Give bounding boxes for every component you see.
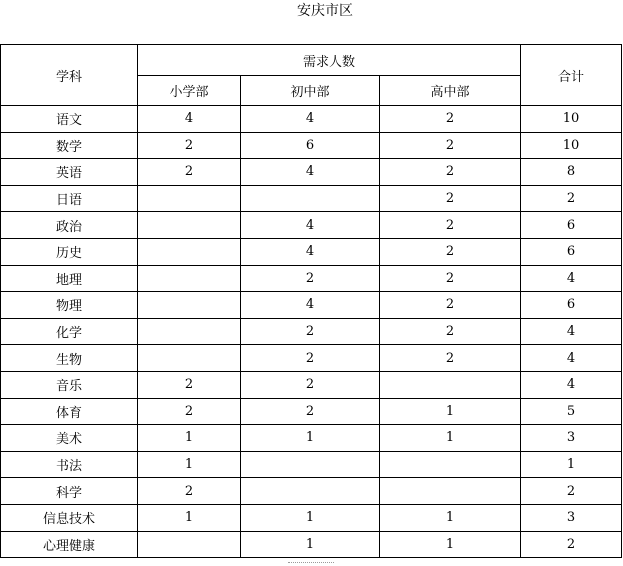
cell-primary: 2 [138, 132, 241, 159]
table-row [1, 292, 622, 319]
cell-subject: 信息技术 [1, 504, 138, 531]
header-junior: 初中部 [241, 76, 380, 106]
cell-total: 4 [521, 371, 622, 398]
header-primary: 小学部 [138, 76, 241, 106]
table-row [1, 265, 622, 292]
cell-primary: 1 [138, 451, 241, 478]
cell-primary: 1 [138, 504, 241, 531]
table-row [1, 371, 622, 398]
cell-senior: 1 [380, 504, 521, 531]
cell-senior: 2 [380, 345, 521, 372]
cell-primary [138, 265, 241, 292]
cell-junior: 4 [241, 212, 380, 239]
cell-total: 3 [521, 504, 622, 531]
cell-total: 2 [521, 531, 622, 558]
cell-primary [138, 292, 241, 319]
cell-junior: 1 [241, 425, 380, 452]
cell-junior: 2 [241, 371, 380, 398]
cell-total: 8 [521, 159, 622, 186]
cell-primary: 4 [138, 106, 241, 133]
header-subject: 学科 [1, 45, 138, 106]
cell-primary: 2 [138, 371, 241, 398]
cell-total: 6 [521, 212, 622, 239]
cell-subject: 美术 [1, 425, 138, 452]
cell-total: 2 [521, 185, 622, 212]
cell-total: 10 [521, 132, 622, 159]
header-total: 合计 [521, 45, 622, 106]
cell-subject: 音乐 [1, 371, 138, 398]
cell-primary [138, 185, 241, 212]
cell-junior: 1 [241, 504, 380, 531]
cell-primary [138, 345, 241, 372]
cell-senior: 1 [380, 531, 521, 558]
table-header [1, 45, 622, 106]
cell-senior: 2 [380, 238, 521, 265]
cell-subject: 数学 [1, 132, 138, 159]
cell-subject: 英语 [1, 159, 138, 186]
cell-subject: 日语 [1, 185, 138, 212]
cell-primary [138, 238, 241, 265]
cell-primary [138, 318, 241, 345]
cell-subject: 语文 [1, 106, 138, 133]
cell-primary: 2 [138, 398, 241, 425]
cell-senior [380, 451, 521, 478]
table-row [1, 451, 622, 478]
table-row [1, 106, 622, 133]
cell-total: 4 [521, 318, 622, 345]
table-body [1, 106, 622, 558]
header-senior: 高中部 [380, 76, 521, 106]
table-row [1, 238, 622, 265]
cell-junior: 4 [241, 159, 380, 186]
cell-primary [138, 531, 241, 558]
cell-subject: 物理 [1, 292, 138, 319]
cell-junior [241, 185, 380, 212]
cell-total: 4 [521, 345, 622, 372]
cell-subject: 体育 [1, 398, 138, 425]
cell-total: 4 [521, 265, 622, 292]
cell-junior: 4 [241, 238, 380, 265]
cell-subject: 书法 [1, 451, 138, 478]
cell-junior: 2 [241, 345, 380, 372]
cell-senior: 1 [380, 425, 521, 452]
cell-senior [380, 478, 521, 505]
cell-total: 6 [521, 238, 622, 265]
cell-subject: 政治 [1, 212, 138, 239]
table-row [1, 132, 622, 159]
cell-primary: 2 [138, 478, 241, 505]
cell-junior [241, 451, 380, 478]
cell-senior: 2 [380, 292, 521, 319]
cell-subject: 生物 [1, 345, 138, 372]
cell-junior: 4 [241, 292, 380, 319]
cell-senior: 2 [380, 185, 521, 212]
table-row [1, 185, 622, 212]
cell-senior [380, 371, 521, 398]
table-row [1, 504, 622, 531]
cell-subject: 科学 [1, 478, 138, 505]
table-row [1, 318, 622, 345]
cell-senior: 2 [380, 212, 521, 239]
table-row [1, 345, 622, 372]
cell-senior: 2 [380, 159, 521, 186]
cell-subject: 地理 [1, 265, 138, 292]
cell-junior: 2 [241, 318, 380, 345]
cell-junior [241, 478, 380, 505]
cell-senior: 2 [380, 106, 521, 133]
page-footer-mark [288, 562, 334, 565]
table-row [1, 159, 622, 186]
cell-junior: 2 [241, 398, 380, 425]
cell-total: 1 [521, 451, 622, 478]
cell-senior: 1 [380, 398, 521, 425]
cell-junior: 6 [241, 132, 380, 159]
cell-primary: 1 [138, 425, 241, 452]
header-demand-group: 需求人数 [138, 45, 521, 76]
table-row [1, 425, 622, 452]
cell-total: 6 [521, 292, 622, 319]
cell-subject: 历史 [1, 238, 138, 265]
cell-primary [138, 212, 241, 239]
page-title: 安庆市区 [297, 3, 353, 19]
cell-total: 10 [521, 106, 622, 133]
cell-subject: 心理健康 [1, 531, 138, 558]
cell-junior: 2 [241, 265, 380, 292]
cell-total: 2 [521, 478, 622, 505]
cell-senior: 2 [380, 318, 521, 345]
cell-subject: 化学 [1, 318, 138, 345]
table-row [1, 478, 622, 505]
cell-total: 5 [521, 398, 622, 425]
teacher-demand-table [0, 44, 622, 558]
table-row [1, 212, 622, 239]
cell-junior: 4 [241, 106, 380, 133]
cell-junior: 1 [241, 531, 380, 558]
table-row [1, 531, 622, 558]
cell-primary: 2 [138, 159, 241, 186]
cell-total: 3 [521, 425, 622, 452]
table-row [1, 398, 622, 425]
cell-senior: 2 [380, 132, 521, 159]
cell-senior: 2 [380, 265, 521, 292]
